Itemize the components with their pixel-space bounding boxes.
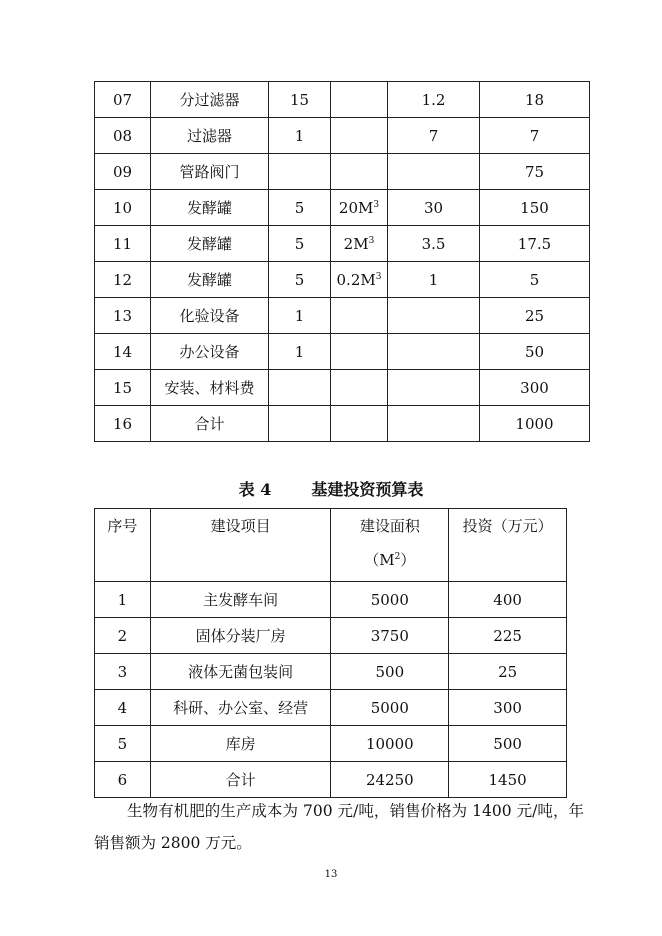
- equipment-name: 办公设备: [151, 334, 269, 370]
- quantity: 5: [269, 226, 331, 262]
- row-number: 3: [95, 654, 151, 690]
- unit-price: [388, 334, 480, 370]
- equipment-name: 发酵罐: [151, 226, 269, 262]
- header-area: [331, 509, 449, 582]
- quantity: 1: [269, 298, 331, 334]
- investment: 25: [449, 654, 567, 690]
- quantity: 5: [269, 262, 331, 298]
- total: 25: [480, 298, 590, 334]
- equipment-name: 发酵罐: [151, 190, 269, 226]
- project-item: 液体无菌包装间: [150, 654, 331, 690]
- spec: [331, 82, 388, 118]
- unit-price: 1.2: [388, 82, 480, 118]
- table-row: [95, 154, 590, 190]
- project-item: 主发酵车间: [150, 582, 331, 618]
- spec: [331, 118, 388, 154]
- table-row: [95, 406, 590, 442]
- equipment-name: 过滤器: [151, 118, 269, 154]
- table-row: [95, 262, 590, 298]
- table-row: [95, 298, 590, 334]
- spec: [331, 406, 388, 442]
- row-number: 6: [95, 762, 151, 798]
- area: 5000: [331, 582, 449, 618]
- row-number: 5: [95, 726, 151, 762]
- table-header-row: [95, 509, 567, 582]
- quantity: 1: [269, 118, 331, 154]
- project-item: 库房: [150, 726, 331, 762]
- spec: [331, 154, 388, 190]
- table-row: [95, 726, 567, 762]
- table-caption-title: 基建投资预算表: [311, 480, 424, 499]
- equipment-name: 安装、材料费: [151, 370, 269, 406]
- investment: 500: [449, 726, 567, 762]
- total: 18: [480, 82, 590, 118]
- unit-price: 3.5: [388, 226, 480, 262]
- row-number: 4: [95, 690, 151, 726]
- row-number: 09: [95, 154, 151, 190]
- table-row: [95, 82, 590, 118]
- table-row: [95, 370, 590, 406]
- spec: [331, 334, 388, 370]
- unit-price: 30: [388, 190, 480, 226]
- header-area-unit: $(M^2)$: [364, 551, 416, 569]
- project-item: 固体分装厂房: [150, 618, 331, 654]
- unit-price: [388, 298, 480, 334]
- page-number: 13: [324, 869, 338, 880]
- table-row: [95, 226, 590, 262]
- spec: [331, 262, 388, 298]
- quantity: 1: [269, 334, 331, 370]
- header-no: 序号: [95, 509, 151, 582]
- total: 50: [480, 334, 590, 370]
- investment: 300: [449, 690, 567, 726]
- table-row: [95, 618, 567, 654]
- row-number: 10: [95, 190, 151, 226]
- unit-price: [388, 154, 480, 190]
- table-row: [95, 334, 590, 370]
- table-row: [95, 654, 567, 690]
- unit-price: [388, 406, 480, 442]
- cost-paragraph: 生物有机肥的生产成本为 700 元/吨，销售价格为 1400 元/吨，年销售额为 2800 万元。: [94, 802, 584, 852]
- unit-price: 7: [388, 118, 480, 154]
- row-number: 15: [95, 370, 151, 406]
- spec-exponent: 3: [375, 271, 382, 282]
- total: 7: [480, 118, 590, 154]
- investment: 1450: [449, 762, 567, 798]
- equipment-name: 管路阀门: [151, 154, 269, 190]
- total: 5: [480, 262, 590, 298]
- area: 500: [331, 654, 449, 690]
- row-number: 07: [95, 82, 151, 118]
- equipment-table: [94, 81, 590, 442]
- equipment-name: 分过滤器: [151, 82, 269, 118]
- project-item: 科研、办公室、经营: [150, 690, 331, 726]
- area: 5000: [331, 690, 449, 726]
- quantity: 5: [269, 190, 331, 226]
- row-number: 11: [95, 226, 151, 262]
- total: 300: [480, 370, 590, 406]
- area: 10000: [331, 726, 449, 762]
- row-number: 08: [95, 118, 151, 154]
- row-number: 1: [95, 582, 151, 618]
- total: 17.5: [480, 226, 590, 262]
- equipment-name: 化验设备: [151, 298, 269, 334]
- investment: 400: [449, 582, 567, 618]
- table-row: [95, 190, 590, 226]
- row-number: 2: [95, 618, 151, 654]
- quantity: 15: [269, 82, 331, 118]
- table-caption-label: 表 4: [238, 480, 272, 499]
- unit-price: 1: [388, 262, 480, 298]
- spec: [331, 370, 388, 406]
- spec-value: 2M: [343, 234, 369, 253]
- spec-value: 0.2M: [336, 270, 376, 289]
- spec: [331, 190, 388, 226]
- area: 24250: [331, 762, 449, 798]
- table-row: [95, 690, 567, 726]
- total: 75: [480, 154, 590, 190]
- quantity: [269, 370, 331, 406]
- quantity: [269, 154, 331, 190]
- quantity: [269, 406, 331, 442]
- construction-budget-table: [94, 508, 567, 798]
- row-number: 13: [95, 298, 151, 334]
- header-area-label: 建设面积: [359, 517, 420, 535]
- row-number: 16: [95, 406, 151, 442]
- spec: [331, 298, 388, 334]
- total: 150: [480, 190, 590, 226]
- table-row: [95, 762, 567, 798]
- area: 3750: [331, 618, 449, 654]
- header-item: 建设项目: [150, 509, 331, 582]
- header-investment: 投资（万元）: [449, 509, 567, 582]
- spec-exponent: 3: [373, 199, 380, 210]
- table-row: [95, 582, 567, 618]
- equipment-name: 发酵罐: [151, 262, 269, 298]
- row-number: 12: [95, 262, 151, 298]
- project-item: 合计: [150, 762, 331, 798]
- spec-value: 20M: [338, 198, 374, 217]
- investment: 225: [449, 618, 567, 654]
- equipment-name: 合计: [151, 406, 269, 442]
- total: 1000: [480, 406, 590, 442]
- table-caption: [0, 477, 662, 500]
- spec: [331, 226, 388, 262]
- spec-exponent: 3: [368, 235, 375, 246]
- table-row: [95, 118, 590, 154]
- row-number: 14: [95, 334, 151, 370]
- unit-price: [388, 370, 480, 406]
